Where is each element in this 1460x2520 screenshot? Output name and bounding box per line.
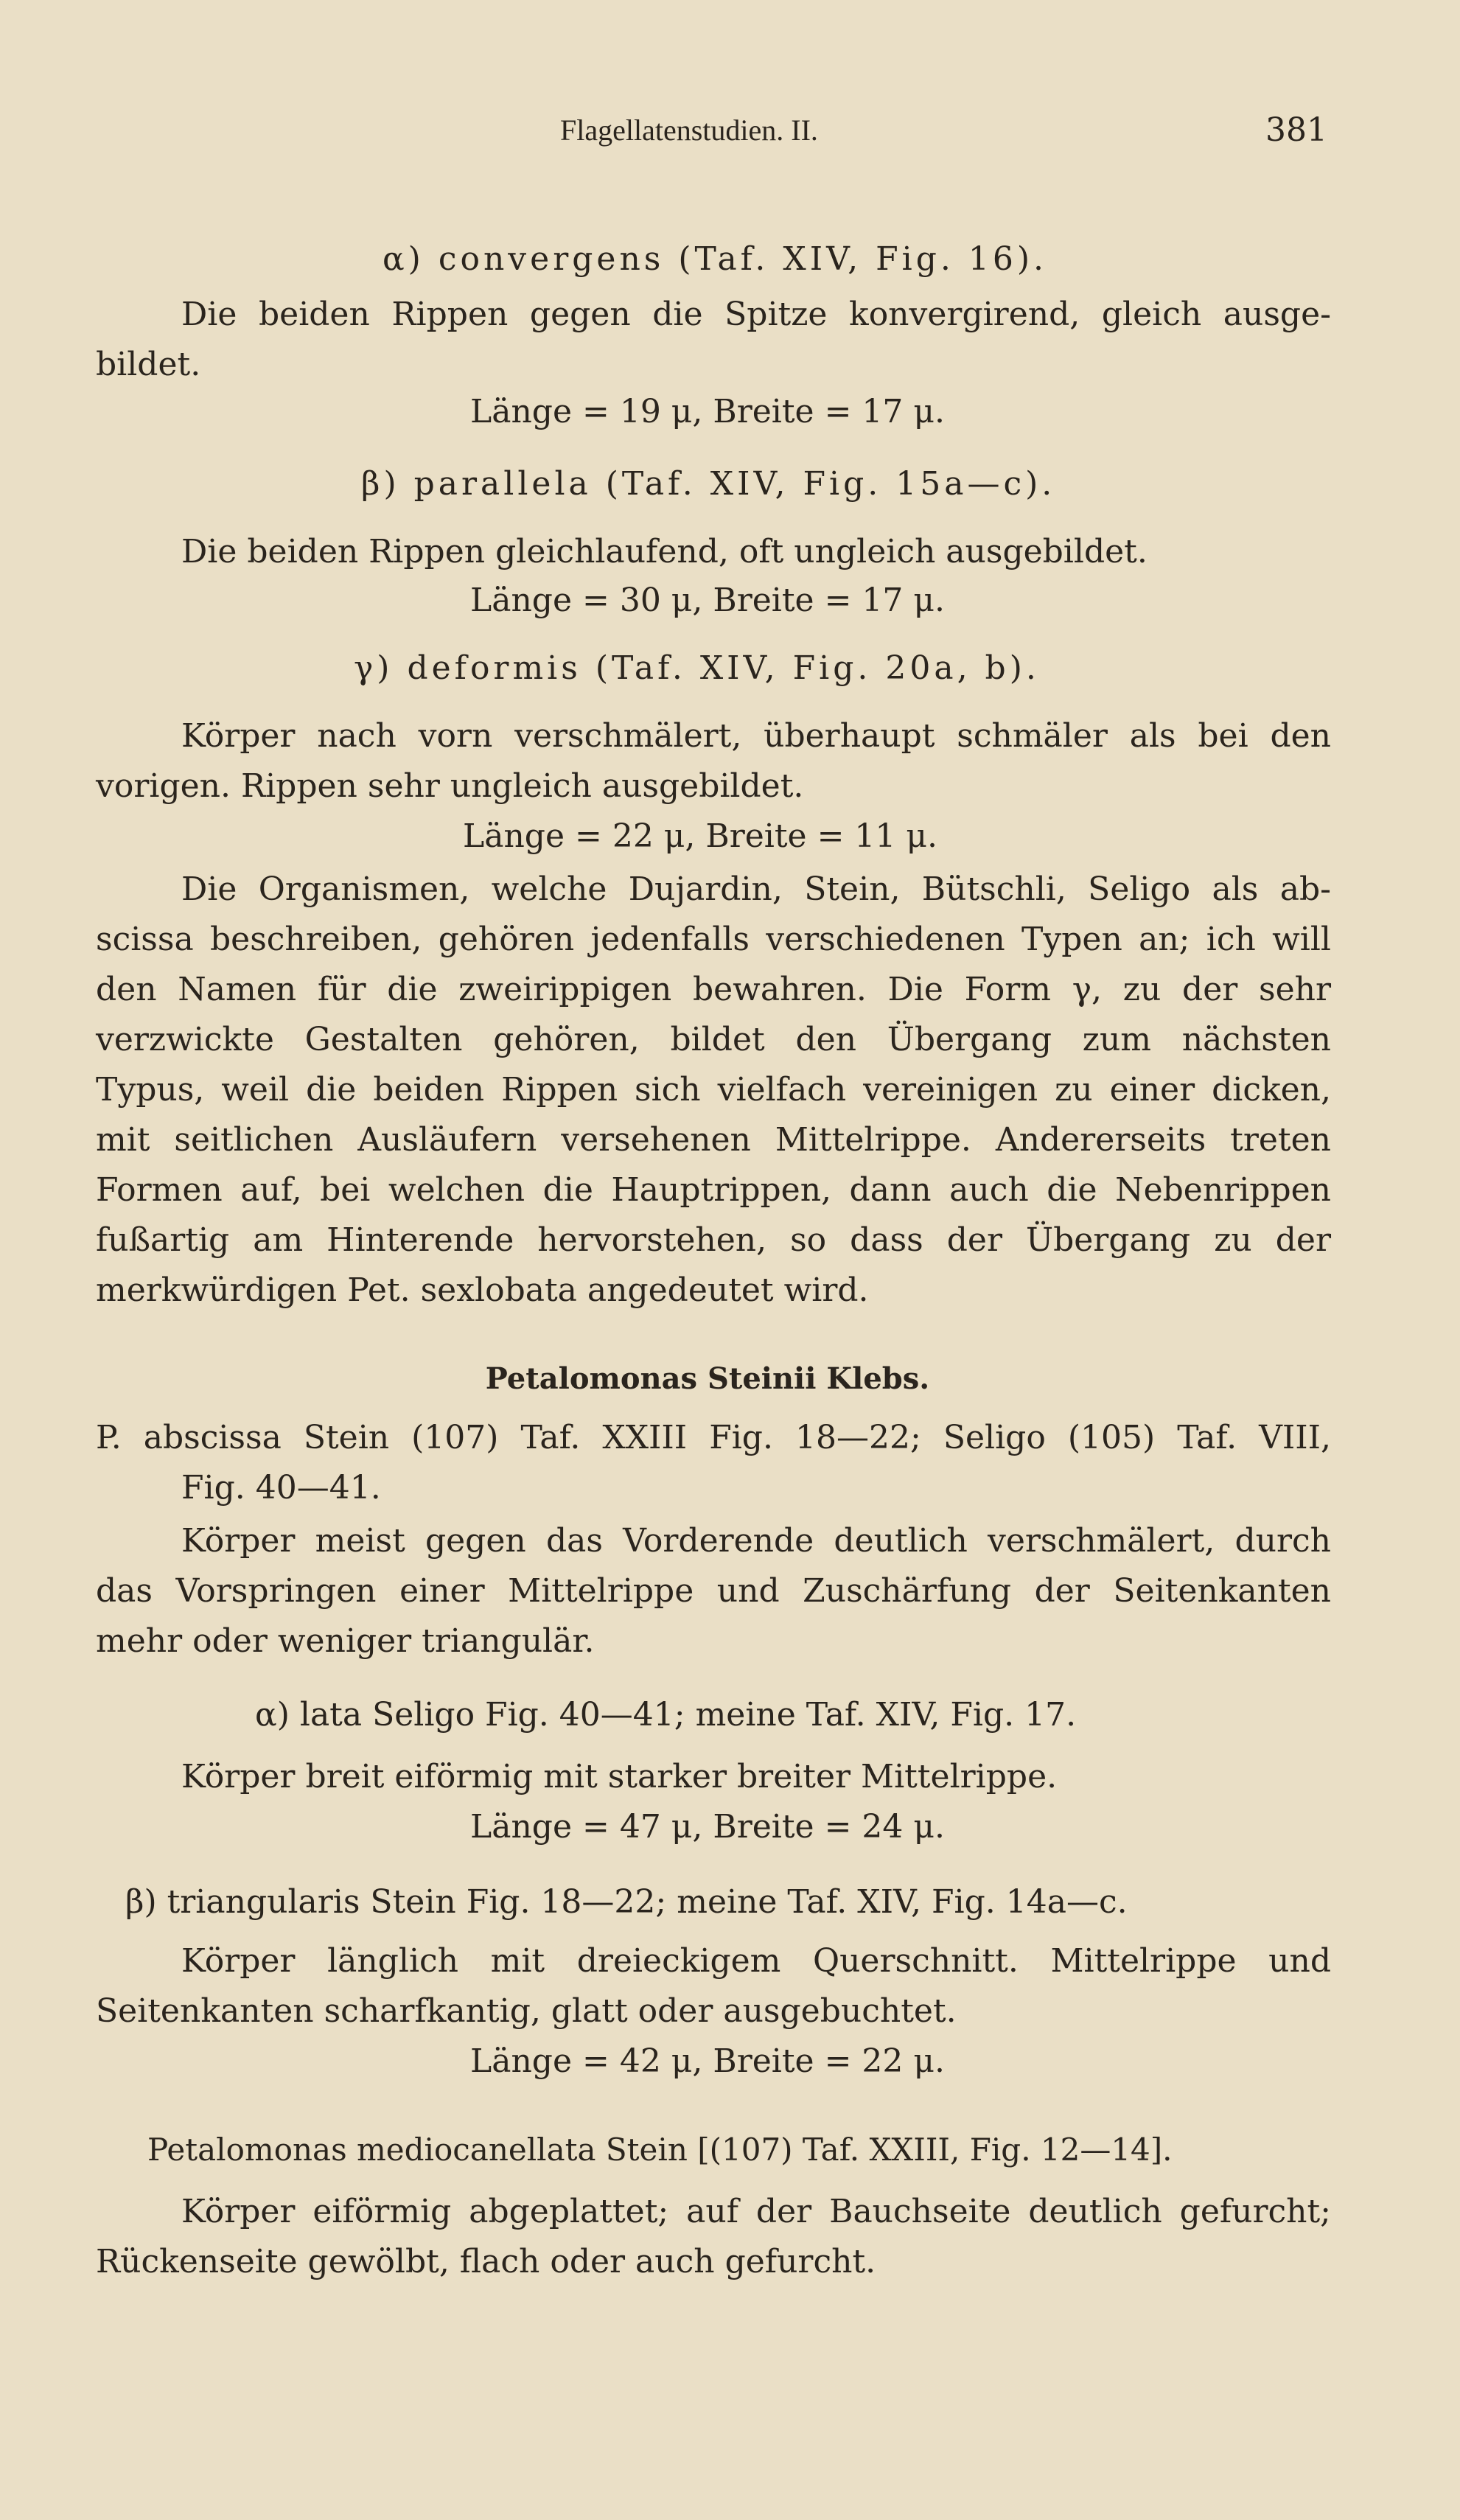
text-line: scissa beschreiben, gehören jedenfalls verschiedenen Typen an; ich will [96, 921, 1331, 958]
text-line: Rückenseite gewölbt, flach oder auch gefurcht. [96, 2243, 876, 2280]
text-line: mit seitlichen Ausläufern versehenen Mittelrippe. Andererseits treten [96, 1121, 1331, 1159]
text-line: Körper meist gegen das Vorderende deutlich verschmälert, durch [181, 1522, 1331, 1560]
text-line: merkwürdigen Pet. sexlobata angedeutet wird. [96, 1271, 869, 1309]
text-line: das Vorspringen einer Mittelrippe und Zuschärfung der Seitenkanten [96, 1572, 1331, 1610]
running-title: Flagellatenstudien. II. [560, 114, 818, 147]
text-line: Die beiden Rippen gleichlaufend, oft ungleich ausgebildet. [181, 533, 1148, 570]
variety-heading-convergens: α) convergens (Taf. XIV, Fig. 16). [382, 240, 1048, 278]
text-line: Seitenkanten scharfkantig, glatt oder ausgebuchtet. [96, 1992, 957, 2030]
measurement-line: Länge = 30 μ, Breite = 17 μ. [470, 582, 945, 619]
page-number: 381 [1265, 111, 1327, 149]
text-line: fußartig am Hinterende hervorstehen, so dass der Übergang zu der [96, 1221, 1331, 1259]
variety-heading-triangularis: β) triangularis Stein Fig. 18—22; meine Taf. XIV, Fig. 14a—c. [125, 1883, 1128, 1921]
text-line: Körper nach vorn verschmälert, überhaupt schmäler als bei den [181, 717, 1331, 755]
measurement-line: Länge = 47 μ, Breite = 24 μ. [470, 1808, 945, 1846]
synonym-line: Fig. 40—41. [181, 1469, 381, 1507]
variety-heading-lata: α) lata Seligo Fig. 40—41; meine Taf. XIV, Fig. 17. [255, 1696, 1077, 1734]
text-line: Formen auf, bei welchen die Hauptrippen, dann auch die Nebenrippen [96, 1171, 1331, 1209]
text-line: Körper eiförmig abgeplattet; auf der Bauchseite deutlich gefurcht; [181, 2193, 1331, 2230]
text-line: vorigen. Rippen sehr ungleich ausgebildet. [96, 767, 804, 805]
measurement-line: Länge = 22 μ, Breite = 11 μ. [463, 817, 937, 855]
text-line: Körper länglich mit dreieckigem Querschnitt. Mittelrippe und [181, 1942, 1331, 1980]
measurement-line: Länge = 42 μ, Breite = 22 μ. [470, 2042, 945, 2080]
text-line: Die beiden Rippen gegen die Spitze konvergirend, gleich ausge- [181, 296, 1331, 333]
species-heading-steinii: Petalomonas Steinii Klebs. [485, 1361, 930, 1396]
text-line: verzwickte Gestalten gehören, bildet den Übergang zum nächsten [96, 1021, 1331, 1058]
synonym-line: P. abscissa Stein (107) Taf. XXIII Fig. 18—22; Seligo (105) Taf. VIII, [96, 1419, 1331, 1456]
variety-heading-deformis: γ) deformis (Taf. XIV, Fig. 20a, b). [354, 649, 1040, 687]
text-line: Die Organismen, welche Dujardin, Stein, Bütschli, Seligo als ab- [181, 870, 1331, 908]
text-line: Typus, weil die beiden Rippen sich vielfach vereinigen zu einer dicken, [96, 1071, 1331, 1109]
species-heading-mediocanellata: Petalomonas mediocanellata Stein [(107) Taf. XXIII, Fig. 12—14]. [147, 2132, 1173, 2168]
text-line: mehr oder weniger triangulär. [96, 1622, 595, 1660]
variety-heading-parallela: β) parallela (Taf. XIV, Fig. 15a—c). [361, 465, 1056, 503]
measurement-line: Länge = 19 μ, Breite = 17 μ. [470, 393, 945, 430]
text-line: Körper breit eiförmig mit starker breiter Mittelrippe. [181, 1758, 1058, 1795]
text-line: den Namen für die zweirippigen bewahren. Die Form γ, zu der sehr [96, 971, 1331, 1008]
text-line: bildet. [96, 346, 201, 383]
